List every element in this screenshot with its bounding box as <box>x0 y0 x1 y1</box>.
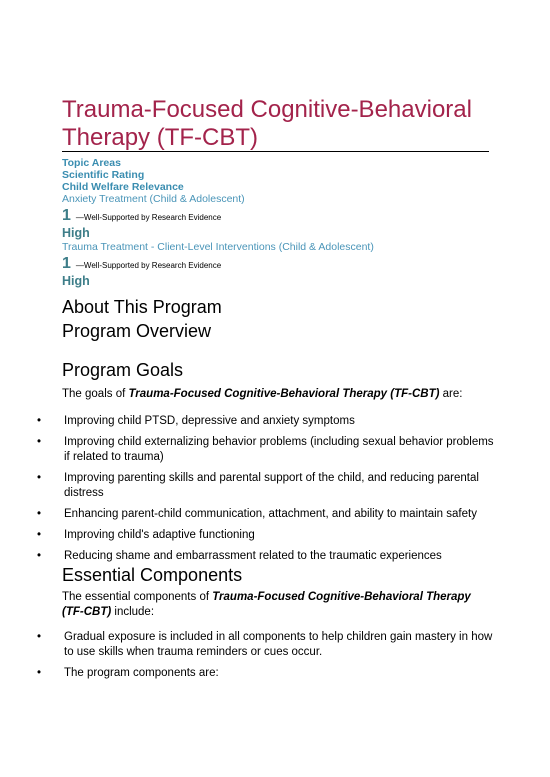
child-welfare-relevance-label: Child Welfare Relevance <box>62 181 184 193</box>
topic-area-trauma: Trauma Treatment - Client-Level Interventions (Child & Adolescent) <box>62 241 374 253</box>
list-item: • Enhancing parent-child communication, attachment, and ability to maintain safety <box>36 508 477 520</box>
list-item: • The program components are: <box>36 667 219 679</box>
rating-row-trauma <box>62 256 221 272</box>
title-divider <box>62 151 489 152</box>
overview-heading: Program Overview <box>62 321 212 341</box>
components-list <box>34 630 494 681</box>
list-item: • Improving child externalizing behavior problems (including sexual behavior problems if related to trauma) <box>36 436 494 463</box>
essential-components-heading: Essential Components <box>62 565 243 585</box>
list-item: • Improving child's adaptive functioning <box>36 529 255 541</box>
list-item: • Improving parenting skills and parental support of the child, and reducing parental distress <box>36 472 479 499</box>
topic-areas-label: Topic Areas <box>62 157 121 169</box>
goals-heading: Program Goals <box>62 360 184 380</box>
list-item: • Reducing shame and embarrassment related to the traumatic experiences <box>36 550 442 562</box>
rating-number: 1 <box>62 255 71 272</box>
list-item: • Improving child PTSD, depressive and anxiety symptoms <box>36 415 355 427</box>
rating-number: 1 <box>62 207 71 224</box>
about-heading: About This Program <box>62 297 222 317</box>
relevance-level-trauma: High <box>62 274 90 288</box>
rating-description: —Well-Supported by Research Evidence <box>75 213 222 222</box>
scientific-rating-label: Scientific Rating <box>62 169 145 181</box>
program-name-emphasis: Trauma-Focused Cognitive-Behavioral Therapy (TF-CBT) <box>62 591 471 618</box>
components-intro: The essential components of Trauma-Focused Cognitive-Behavioral Therapy (TF-CBT) include: <box>62 591 471 618</box>
goals-intro: The goals of Trauma-Focused Cognitive-Behavioral Therapy (TF-CBT) are: <box>62 388 463 400</box>
program-title: Trauma-Focused Cognitive-Behavioral Therapy (TF-CBT) <box>62 96 472 151</box>
rating-row-anxiety <box>62 208 221 224</box>
goals-list <box>34 414 494 564</box>
topic-area-anxiety: Anxiety Treatment (Child & Adolescent) <box>62 193 245 205</box>
program-name-emphasis: Trauma-Focused Cognitive-Behavioral Therapy (TF-CBT) <box>128 388 440 400</box>
rating-description: —Well-Supported by Research Evidence <box>75 261 222 270</box>
list-item: • Gradual exposure is included in all components to help children gain mastery in how to use skills when trauma reminders or cues occur. <box>36 631 493 658</box>
relevance-level-anxiety: High <box>62 226 90 240</box>
